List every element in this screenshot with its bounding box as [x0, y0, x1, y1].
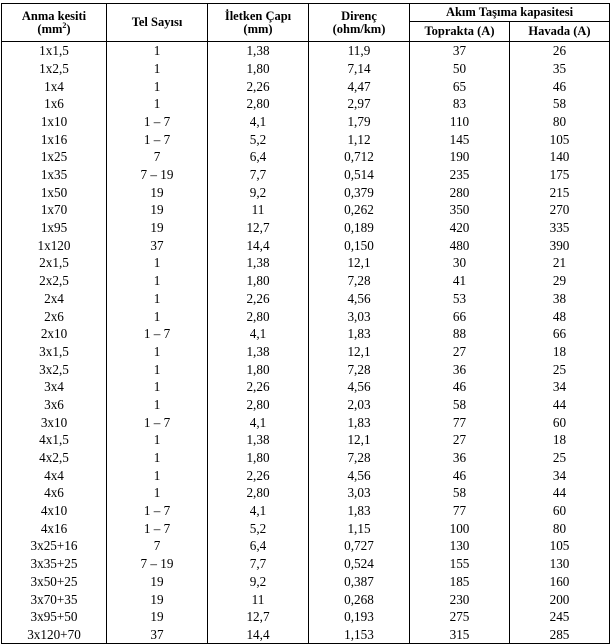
cell-direnc: 0,262	[309, 201, 410, 219]
cell-iletken-capi: 2,80	[208, 396, 309, 414]
cell-tel-sayisi: 7	[107, 148, 208, 166]
cell-tel-sayisi: 37	[107, 237, 208, 255]
header-havada	[510, 22, 610, 42]
cell-toprakta: 235	[410, 166, 510, 184]
cell-toprakta: 66	[410, 307, 510, 325]
cell-direnc: 2,97	[309, 95, 410, 113]
cell-havada: 34	[510, 467, 610, 485]
cell-havada: 18	[510, 431, 610, 449]
cell-toprakta: 30	[410, 254, 510, 272]
cell-direnc: 4,47	[309, 77, 410, 95]
cell-havada: 48	[510, 307, 610, 325]
table-row	[2, 413, 610, 431]
cell-tel-sayisi: 7 – 19	[107, 555, 208, 573]
cell-tel-sayisi: 1	[107, 343, 208, 361]
table-row	[2, 184, 610, 202]
cell-anma-kesiti: 4x6	[2, 484, 107, 502]
table-row	[2, 237, 610, 255]
cell-toprakta: 36	[410, 449, 510, 467]
cell-iletken-capi: 2,26	[208, 77, 309, 95]
header-anma-kesiti	[2, 4, 107, 42]
cell-iletken-capi: 1,38	[208, 254, 309, 272]
table-row	[2, 130, 610, 148]
cell-anma-kesiti: 3x4	[2, 378, 107, 396]
cell-havada: 58	[510, 95, 610, 113]
cell-direnc: 0,712	[309, 148, 410, 166]
table-row	[2, 555, 610, 573]
cell-direnc: 2,03	[309, 396, 410, 414]
table-row	[2, 113, 610, 131]
table-row	[2, 42, 610, 60]
cell-tel-sayisi: 1	[107, 378, 208, 396]
header-iletken-capi-line2: (mm)	[243, 21, 273, 36]
cell-direnc: 1,83	[309, 502, 410, 520]
table-row	[2, 201, 610, 219]
table-row	[2, 467, 610, 485]
cell-anma-kesiti: 1x10	[2, 113, 107, 131]
cell-direnc: 7,28	[309, 360, 410, 378]
cell-havada: 140	[510, 148, 610, 166]
cell-anma-kesiti: 4x4	[2, 467, 107, 485]
cell-toprakta: 65	[410, 77, 510, 95]
cell-anma-kesiti: 3x10	[2, 413, 107, 431]
cell-toprakta: 110	[410, 113, 510, 131]
table-row	[2, 77, 610, 95]
cell-tel-sayisi: 7 – 19	[107, 166, 208, 184]
cell-toprakta: 350	[410, 201, 510, 219]
cell-toprakta: 27	[410, 431, 510, 449]
cell-anma-kesiti: 3x6	[2, 396, 107, 414]
cell-havada: 130	[510, 555, 610, 573]
cell-havada: 105	[510, 537, 610, 555]
cell-anma-kesiti: 4x1,5	[2, 431, 107, 449]
cell-havada: 46	[510, 77, 610, 95]
cell-toprakta: 50	[410, 60, 510, 78]
cell-direnc: 1,83	[309, 325, 410, 343]
cell-tel-sayisi: 1	[107, 449, 208, 467]
cell-direnc: 12,1	[309, 431, 410, 449]
cell-havada: 66	[510, 325, 610, 343]
table-row	[2, 307, 610, 325]
cell-anma-kesiti: 2x10	[2, 325, 107, 343]
cell-iletken-capi: 6,4	[208, 148, 309, 166]
cell-direnc: 3,03	[309, 484, 410, 502]
cell-iletken-capi: 2,26	[208, 467, 309, 485]
cell-anma-kesiti: 3x70+35	[2, 590, 107, 608]
cell-tel-sayisi: 19	[107, 590, 208, 608]
table-row	[2, 290, 610, 308]
cell-direnc: 0,193	[309, 608, 410, 626]
cell-havada: 29	[510, 272, 610, 290]
table-row	[2, 343, 610, 361]
header-toprakta	[410, 22, 510, 42]
cell-anma-kesiti: 1x120	[2, 237, 107, 255]
cell-toprakta: 190	[410, 148, 510, 166]
table-row	[2, 360, 610, 378]
cell-iletken-capi: 4,1	[208, 413, 309, 431]
cell-iletken-capi: 7,7	[208, 555, 309, 573]
cell-direnc: 12,1	[309, 254, 410, 272]
cell-havada: 26	[510, 42, 610, 60]
cell-tel-sayisi: 1	[107, 396, 208, 414]
cell-tel-sayisi: 1	[107, 77, 208, 95]
cell-direnc: 7,28	[309, 272, 410, 290]
table-row	[2, 590, 610, 608]
table-row	[2, 484, 610, 502]
table-row	[2, 449, 610, 467]
cell-toprakta: 41	[410, 272, 510, 290]
cell-iletken-capi: 2,26	[208, 378, 309, 396]
cell-iletken-capi: 1,80	[208, 360, 309, 378]
cell-toprakta: 480	[410, 237, 510, 255]
table-row	[2, 502, 610, 520]
cell-direnc: 0,379	[309, 184, 410, 202]
cell-toprakta: 185	[410, 573, 510, 591]
cell-iletken-capi: 2,80	[208, 95, 309, 113]
cell-toprakta: 130	[410, 537, 510, 555]
cell-anma-kesiti: 2x4	[2, 290, 107, 308]
cell-toprakta: 46	[410, 378, 510, 396]
cell-direnc: 7,14	[309, 60, 410, 78]
header-akim-label: Akım Taşıma kapasitesi	[445, 5, 574, 20]
cell-havada: 35	[510, 60, 610, 78]
cell-direnc: 4,56	[309, 290, 410, 308]
cell-toprakta: 280	[410, 184, 510, 202]
cell-havada: 245	[510, 608, 610, 626]
cell-toprakta: 420	[410, 219, 510, 237]
cell-havada: 60	[510, 413, 610, 431]
header-direnc-line2: (ohm/km)	[332, 21, 386, 36]
cell-direnc: 11,9	[309, 42, 410, 60]
cell-havada: 34	[510, 378, 610, 396]
table-row	[2, 626, 610, 644]
header-iletken-capi-line1: İletken Çapı	[224, 9, 292, 23]
cell-direnc: 0,387	[309, 573, 410, 591]
cell-tel-sayisi: 37	[107, 626, 208, 644]
cell-tel-sayisi: 19	[107, 201, 208, 219]
cell-tel-sayisi: 1	[107, 431, 208, 449]
cell-havada: 21	[510, 254, 610, 272]
cell-iletken-capi: 12,7	[208, 608, 309, 626]
cell-havada: 200	[510, 590, 610, 608]
header-direnc	[309, 4, 410, 42]
cell-toprakta: 27	[410, 343, 510, 361]
header-tel-sayisi-label: Tel Sayısı	[131, 15, 183, 30]
cell-direnc: 3,03	[309, 307, 410, 325]
cell-direnc: 1,12	[309, 130, 410, 148]
cell-havada: 38	[510, 290, 610, 308]
cell-toprakta: 77	[410, 413, 510, 431]
cell-anma-kesiti: 2x2,5	[2, 272, 107, 290]
cell-havada: 44	[510, 484, 610, 502]
cell-anma-kesiti: 3x1,5	[2, 343, 107, 361]
cable-table-container	[1, 3, 610, 644]
cell-tel-sayisi: 1 – 7	[107, 113, 208, 131]
cell-direnc: 4,56	[309, 467, 410, 485]
cell-havada: 60	[510, 502, 610, 520]
cell-toprakta: 145	[410, 130, 510, 148]
cell-tel-sayisi: 1	[107, 272, 208, 290]
cell-toprakta: 53	[410, 290, 510, 308]
table-row	[2, 431, 610, 449]
cell-direnc: 7,28	[309, 449, 410, 467]
cell-iletken-capi: 5,2	[208, 130, 309, 148]
cell-iletken-capi: 6,4	[208, 537, 309, 555]
cell-tel-sayisi: 1 – 7	[107, 413, 208, 431]
cell-havada: 44	[510, 396, 610, 414]
header-tel-sayisi	[107, 4, 208, 42]
cell-iletken-capi: 14,4	[208, 626, 309, 644]
cell-direnc: 0,514	[309, 166, 410, 184]
cell-tel-sayisi: 1 – 7	[107, 130, 208, 148]
table-row	[2, 396, 610, 414]
cell-direnc: 1,15	[309, 520, 410, 538]
cell-iletken-capi: 7,7	[208, 166, 309, 184]
cell-iletken-capi: 11	[208, 590, 309, 608]
cell-direnc: 0,150	[309, 237, 410, 255]
cell-direnc: 1,153	[309, 626, 410, 644]
cell-havada: 160	[510, 573, 610, 591]
cell-direnc: 4,56	[309, 378, 410, 396]
cell-havada: 270	[510, 201, 610, 219]
cell-iletken-capi: 2,80	[208, 484, 309, 502]
cell-anma-kesiti: 4x16	[2, 520, 107, 538]
cell-tel-sayisi: 1	[107, 60, 208, 78]
cell-havada: 105	[510, 130, 610, 148]
cell-anma-kesiti: 3x25+16	[2, 537, 107, 555]
cell-anma-kesiti: 1x2,5	[2, 60, 107, 78]
cell-anma-kesiti: 1x50	[2, 184, 107, 202]
cell-anma-kesiti: 2x1,5	[2, 254, 107, 272]
cell-toprakta: 77	[410, 502, 510, 520]
cell-havada: 390	[510, 237, 610, 255]
cell-anma-kesiti: 1x95	[2, 219, 107, 237]
table-row	[2, 272, 610, 290]
table-row	[2, 573, 610, 591]
cell-anma-kesiti: 1x16	[2, 130, 107, 148]
cell-tel-sayisi: 1	[107, 360, 208, 378]
cell-direnc: 12,1	[309, 343, 410, 361]
cell-iletken-capi: 5,2	[208, 520, 309, 538]
cell-havada: 80	[510, 520, 610, 538]
cell-tel-sayisi: 1	[107, 254, 208, 272]
cell-iletken-capi: 9,2	[208, 573, 309, 591]
cell-iletken-capi: 1,38	[208, 42, 309, 60]
cell-havada: 18	[510, 343, 610, 361]
cell-toprakta: 58	[410, 396, 510, 414]
cell-iletken-capi: 2,80	[208, 307, 309, 325]
cell-havada: 335	[510, 219, 610, 237]
cell-toprakta: 37	[410, 42, 510, 60]
cell-direnc: 0,189	[309, 219, 410, 237]
cell-havada: 80	[510, 113, 610, 131]
table-header	[2, 4, 610, 42]
cell-anma-kesiti: 1x6	[2, 95, 107, 113]
cell-toprakta: 58	[410, 484, 510, 502]
cell-iletken-capi: 9,2	[208, 184, 309, 202]
header-akim	[410, 4, 610, 22]
cell-direnc: 0,268	[309, 590, 410, 608]
cell-toprakta: 46	[410, 467, 510, 485]
table-row	[2, 520, 610, 538]
cell-iletken-capi: 4,1	[208, 325, 309, 343]
header-iletken-capi	[208, 4, 309, 42]
header-anma-kesiti-sup: 2	[62, 20, 67, 30]
table-row	[2, 148, 610, 166]
cell-tel-sayisi: 19	[107, 184, 208, 202]
cell-anma-kesiti: 3x2,5	[2, 360, 107, 378]
cell-anma-kesiti: 2x6	[2, 307, 107, 325]
cell-tel-sayisi: 1	[107, 95, 208, 113]
cell-iletken-capi: 1,38	[208, 431, 309, 449]
cell-direnc: 0,727	[309, 537, 410, 555]
table-row	[2, 166, 610, 184]
cell-tel-sayisi: 19	[107, 573, 208, 591]
cell-tel-sayisi: 1	[107, 290, 208, 308]
table-body	[2, 42, 610, 644]
cell-anma-kesiti: 3x95+50	[2, 608, 107, 626]
cell-anma-kesiti: 3x50+25	[2, 573, 107, 591]
cell-tel-sayisi: 1	[107, 42, 208, 60]
cell-tel-sayisi: 1 – 7	[107, 520, 208, 538]
cell-anma-kesiti: 4x2,5	[2, 449, 107, 467]
cell-tel-sayisi: 1	[107, 307, 208, 325]
cell-direnc: 1,79	[309, 113, 410, 131]
cell-iletken-capi: 11	[208, 201, 309, 219]
header-anma-kesiti-line1: Anma kesiti	[21, 9, 87, 23]
cell-anma-kesiti: 3x35+25	[2, 555, 107, 573]
table-row	[2, 608, 610, 626]
cell-iletken-capi: 1,38	[208, 343, 309, 361]
table-row	[2, 95, 610, 113]
table-row	[2, 219, 610, 237]
header-direnc-line1: Direnç	[341, 9, 377, 23]
cell-havada: 215	[510, 184, 610, 202]
table-row	[2, 325, 610, 343]
cell-anma-kesiti: 1x70	[2, 201, 107, 219]
cell-toprakta: 83	[410, 95, 510, 113]
cell-iletken-capi: 14,4	[208, 237, 309, 255]
cell-iletken-capi: 1,80	[208, 60, 309, 78]
cell-havada: 25	[510, 449, 610, 467]
cell-toprakta: 88	[410, 325, 510, 343]
cell-toprakta: 100	[410, 520, 510, 538]
cell-iletken-capi: 12,7	[208, 219, 309, 237]
cell-toprakta: 36	[410, 360, 510, 378]
cell-iletken-capi: 4,1	[208, 502, 309, 520]
cell-iletken-capi: 1,80	[208, 449, 309, 467]
cell-anma-kesiti: 1x4	[2, 77, 107, 95]
cell-iletken-capi: 2,26	[208, 290, 309, 308]
header-havada-label: Havada (A)	[528, 24, 591, 39]
table-row	[2, 537, 610, 555]
cell-anma-kesiti: 3x120+70	[2, 626, 107, 644]
cell-tel-sayisi: 19	[107, 608, 208, 626]
cable-spec-table	[1, 3, 610, 644]
cell-direnc: 1,83	[309, 413, 410, 431]
cell-tel-sayisi: 1	[107, 467, 208, 485]
header-anma-kesiti-suffix: )	[66, 21, 71, 36]
header-anma-kesiti-prefix: (mm	[37, 21, 63, 36]
cell-anma-kesiti: 1x1,5	[2, 42, 107, 60]
cell-direnc: 0,524	[309, 555, 410, 573]
table-row	[2, 60, 610, 78]
cell-toprakta: 315	[410, 626, 510, 644]
cell-iletken-capi: 1,80	[208, 272, 309, 290]
cell-anma-kesiti: 1x35	[2, 166, 107, 184]
cell-toprakta: 155	[410, 555, 510, 573]
header-toprakta-label: Toprakta (A)	[424, 24, 495, 39]
cell-tel-sayisi: 1 – 7	[107, 325, 208, 343]
cell-toprakta: 230	[410, 590, 510, 608]
cell-toprakta: 275	[410, 608, 510, 626]
cell-tel-sayisi: 7	[107, 537, 208, 555]
cell-tel-sayisi: 1 – 7	[107, 502, 208, 520]
table-row	[2, 378, 610, 396]
table-row	[2, 254, 610, 272]
cell-anma-kesiti: 1x25	[2, 148, 107, 166]
cell-havada: 285	[510, 626, 610, 644]
cell-anma-kesiti: 4x10	[2, 502, 107, 520]
cell-havada: 175	[510, 166, 610, 184]
cell-tel-sayisi: 19	[107, 219, 208, 237]
cell-tel-sayisi: 1	[107, 484, 208, 502]
cell-havada: 25	[510, 360, 610, 378]
cell-iletken-capi: 4,1	[208, 113, 309, 131]
